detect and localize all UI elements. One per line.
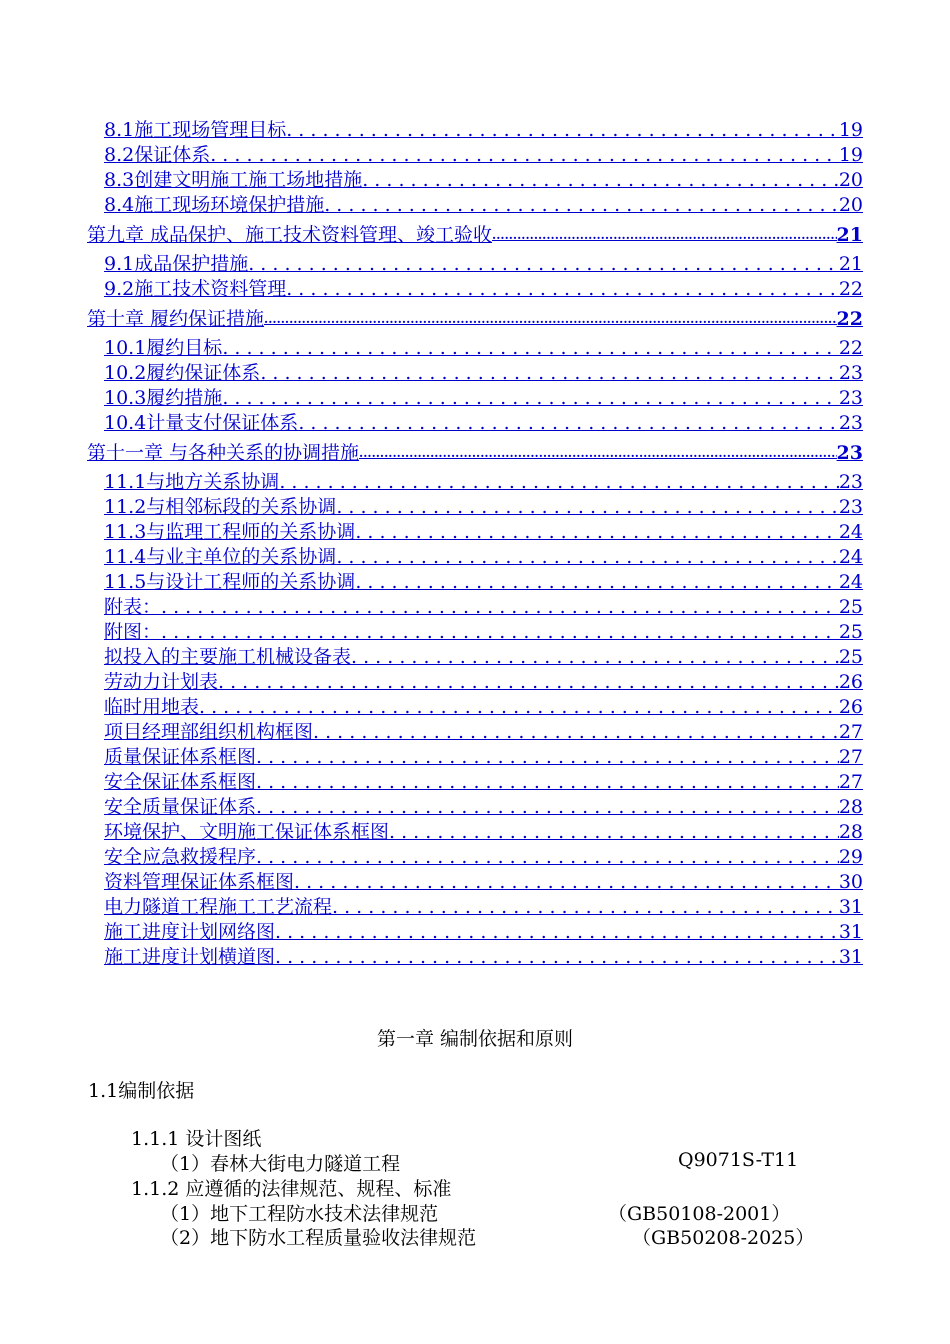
toc-entry-title: 8.3创建文明施工施工场地措施 (104, 169, 363, 191)
toc-page-number: 19 (838, 119, 863, 141)
toc-page-number: 22 (838, 278, 863, 300)
toc-entry-link[interactable] (104, 720, 863, 745)
toc-dot-leader (256, 845, 839, 870)
toc-dot-leader (210, 143, 839, 168)
toc-page-number: 23 (838, 471, 863, 493)
toc-page-number: 26 (838, 696, 863, 718)
toc-entry-link[interactable] (104, 277, 863, 302)
toc-dot-leader (222, 386, 839, 411)
toc-entry-title: 8.4施工现场环境保护措施 (104, 194, 325, 216)
toc-dot-leader (161, 595, 839, 620)
toc-entry-title: 拟投入的主要施工机械设备表 (104, 646, 352, 668)
toc-entry-link[interactable] (104, 143, 863, 168)
toc-page-number: 26 (838, 671, 863, 693)
toc-dot-leader (256, 770, 839, 795)
chapter-heading: 第一章 编制依据和原则 (376, 1028, 574, 1050)
toc-entry-link[interactable] (104, 570, 863, 595)
standard-code: （GB50108-2001） (608, 1203, 791, 1225)
toc-entry-link[interactable] (104, 386, 863, 411)
toc-dot-leader (248, 252, 839, 277)
toc-page-number: 24 (838, 571, 863, 593)
toc-entry-link[interactable] (104, 193, 863, 218)
toc-entry-title: 9.1成品保护措施 (104, 253, 249, 275)
toc-entry-link[interactable] (104, 770, 863, 795)
toc-entry-link[interactable] (104, 945, 863, 970)
toc-dot-leader (313, 720, 839, 745)
toc-page-number: 19 (838, 144, 863, 166)
toc-dot-leader (362, 168, 839, 193)
toc-dot-leader (298, 411, 839, 436)
toc-entry-title: 8.2保证体系 (104, 144, 211, 166)
toc-entry-link[interactable] (104, 620, 863, 645)
toc-entry-title: 9.2施工技术资料管理 (104, 278, 287, 300)
subsection-heading: 1.1.2 应遵循的法律规范、规程、标准 (131, 1178, 452, 1200)
toc-entry-link[interactable] (104, 118, 863, 143)
toc-dot-leader (359, 440, 837, 466)
toc-entry-title: 附表： (104, 596, 162, 618)
toc-entry-title: 安全保证体系框图 (104, 771, 257, 793)
toc-dot-leader (492, 222, 837, 248)
toc-entry-link[interactable] (104, 336, 863, 361)
toc-entry-title: 施工进度计划横道图 (104, 946, 276, 968)
toc-dot-leader (279, 470, 839, 495)
toc-entry-link[interactable] (104, 520, 863, 545)
toc-entry-title: 8.1施工现场管理目标 (104, 119, 287, 141)
drawing-code: Q9071S-T11 (678, 1149, 799, 1171)
toc-entry-title: 施工进度计划网络图 (104, 921, 276, 943)
toc-dot-leader (336, 545, 839, 570)
toc-page-number: 23 (836, 442, 863, 464)
toc-entry-link[interactable] (104, 252, 863, 277)
toc-entry-link[interactable] (104, 495, 863, 520)
toc-chapter-link[interactable] (87, 222, 863, 248)
toc-entry-link[interactable] (104, 795, 863, 820)
toc-page-number: 27 (838, 746, 863, 768)
toc-dot-leader (256, 795, 839, 820)
toc-entry-link[interactable] (104, 920, 863, 945)
toc-dot-leader (389, 820, 839, 845)
toc-entry-title: 劳动力计划表 (104, 671, 219, 693)
toc-entry-link[interactable] (104, 361, 863, 386)
table-of-contents (0, 118, 950, 970)
toc-dot-leader (324, 193, 839, 218)
toc-entry-link[interactable] (104, 470, 863, 495)
toc-dot-leader (218, 670, 839, 695)
toc-dot-leader (294, 870, 839, 895)
toc-dot-leader (355, 570, 839, 595)
toc-page-number: 23 (838, 362, 863, 384)
list-item: （1）春林大街电力隧道工程 (160, 1153, 401, 1175)
toc-entry-link[interactable] (104, 895, 863, 920)
toc-entry-title: 安全应急救援程序 (104, 846, 257, 868)
toc-entry-title: 附图： (104, 621, 162, 643)
toc-entry-title: 11.3与监理工程师的关系协调 (104, 521, 356, 543)
toc-page-number: 23 (838, 412, 863, 434)
toc-entry-title: 环境保护、文明施工保证体系框图 (104, 821, 390, 843)
toc-entry-link[interactable] (104, 645, 863, 670)
toc-page-number: 31 (838, 896, 863, 918)
toc-entry-title: 项目经理部组织机构框图 (104, 721, 314, 743)
toc-entry-title: 临时用地表 (104, 696, 200, 718)
toc-page-number: 24 (838, 521, 863, 543)
toc-entry-title: 质量保证体系框图 (104, 746, 257, 768)
toc-entry-title: 第九章 成品保护、施工技术资料管理、竣工验收 (87, 224, 493, 246)
toc-page-number: 31 (838, 946, 863, 968)
toc-page-number: 22 (838, 337, 863, 359)
toc-dot-leader (286, 118, 839, 143)
toc-entry-title: 资料管理保证体系框图 (104, 871, 295, 893)
section-heading: 1.1编制依据 (88, 1080, 195, 1102)
toc-entry-title: 第十一章 与各种关系的协调措施 (87, 442, 360, 464)
toc-page-number: 31 (838, 921, 863, 943)
toc-entry-title: 10.1履约目标 (104, 337, 223, 359)
toc-entry-link[interactable] (104, 670, 863, 695)
toc-dot-leader (332, 895, 839, 920)
toc-dot-leader (222, 336, 839, 361)
toc-entry-title: 11.1与地方关系协调 (104, 471, 280, 493)
toc-dot-leader (264, 306, 837, 332)
toc-entry-link[interactable] (104, 168, 863, 193)
toc-page-number: 23 (838, 496, 863, 518)
list-item: （1）地下工程防水技术法律规范 (160, 1203, 439, 1225)
toc-page-number: 23 (838, 387, 863, 409)
toc-page-number: 27 (838, 771, 863, 793)
toc-entry-title: 10.3履约措施 (104, 387, 223, 409)
toc-page-number: 25 (838, 596, 863, 618)
toc-entry-title: 10.4计量支付保证体系 (104, 412, 299, 434)
toc-entry-link[interactable] (104, 411, 863, 436)
toc-page-number: 25 (838, 621, 863, 643)
toc-entry-title: 11.4与业主单位的关系协调 (104, 546, 337, 568)
toc-entry-title: 10.2履约保证体系 (104, 362, 261, 384)
standard-code: （GB50208-2025） (632, 1227, 815, 1249)
toc-dot-leader (199, 695, 839, 720)
toc-entry-link[interactable] (104, 695, 863, 720)
toc-dot-leader (275, 920, 839, 945)
toc-dot-leader (355, 520, 839, 545)
toc-entry-link[interactable] (104, 870, 863, 895)
toc-page-number: 25 (838, 646, 863, 668)
toc-page-number: 20 (838, 169, 863, 191)
toc-entry-title: 11.2与相邻标段的关系协调 (104, 496, 337, 518)
toc-chapter-link[interactable] (87, 306, 863, 332)
toc-page-number: 21 (838, 253, 863, 275)
toc-page-number: 29 (838, 846, 863, 868)
toc-dot-leader (256, 745, 839, 770)
toc-page-number: 21 (836, 224, 863, 246)
toc-page-number: 28 (838, 821, 863, 843)
toc-page-number: 22 (836, 308, 863, 330)
toc-dot-leader (260, 361, 839, 386)
subsection-heading: 1.1.1 设计图纸 (131, 1128, 262, 1150)
toc-entry-title: 第十章 履约保证措施 (87, 308, 265, 330)
toc-dot-leader (275, 945, 839, 970)
toc-page-number: 30 (838, 871, 863, 893)
toc-entry-title: 电力隧道工程施工工艺流程 (104, 896, 333, 918)
toc-entry-link[interactable] (104, 845, 863, 870)
toc-entry-link[interactable] (104, 545, 863, 570)
toc-entry-title: 安全质量保证体系 (104, 796, 257, 818)
toc-dot-leader (161, 620, 839, 645)
toc-page-number: 27 (838, 721, 863, 743)
toc-page-number: 24 (838, 546, 863, 568)
toc-dot-leader (351, 645, 839, 670)
toc-page-number: 28 (838, 796, 863, 818)
toc-entry-link[interactable] (104, 745, 863, 770)
toc-dot-leader (286, 277, 839, 302)
toc-chapter-link[interactable] (87, 440, 863, 466)
toc-entry-link[interactable] (104, 820, 863, 845)
toc-dot-leader (336, 495, 839, 520)
toc-page-number: 20 (838, 194, 863, 216)
list-item: （2）地下防水工程质量验收法律规范 (160, 1227, 477, 1249)
toc-entry-title: 11.5与设计工程师的关系协调 (104, 571, 356, 593)
toc-entry-link[interactable] (104, 595, 863, 620)
